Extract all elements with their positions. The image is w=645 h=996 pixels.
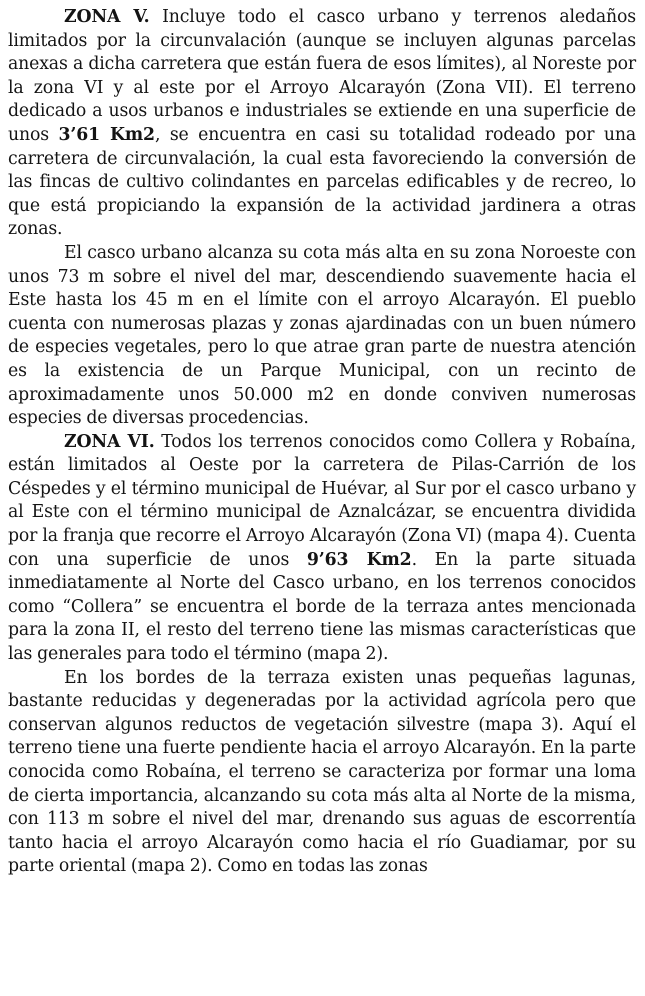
document-page	[8, 6, 636, 879]
paragraph-terraza-lagunas: En los bordes de la terraza existen unas pequeñas lagunas, bastante reducidas y degeneradas por la actividad agrícola pero que conservan algunos reductos de vegetación silvestre (mapa 3). Aquí el terreno tiene una fuerte pendiente hacia el arroyo Alcarayón. En la parte conocida como Robaína, el terreno se caracteriza por formar una loma de cierta importancia, alcanzando su cota más alta al Norte de la misma, con 113 m sobre el nivel del mar, drenando sus aguas de escorrentía tanto hacia el arroyo Alcarayón como hacia el río Guadiamar, por su parte oriental (mapa 2). Como en todas las zonas	[8, 667, 636, 877]
zona-v-area-value: 3’61 Km2	[58, 124, 155, 145]
zona-v-text-part-2: , se encuentra en casi su totalidad rodeado por una carretera de circunvalación, la cual esta favoreciendo la conversión de las fincas de cultivo colindantes en parcelas edificables y de recreo, lo que está propiciando la expansión de la actividad jardinera a otras zonas.	[8, 124, 636, 240]
zona-vi-text-part-2: . En la parte situada inmediatamente al Norte del Casco urbano, en los terrenos conocidos como “Collera” se encuentra el borde de la terraza antes mencionada para la zona II, el resto del terreno tiene las mismas características que las generales para todo el término (mapa 2).	[8, 549, 636, 665]
zona-v-text-part-1: Incluye todo el casco urbano y terrenos aledaños limitados por la circunvalación (aunque se incluyen algunas parcelas anexas a dicha carretera que están fuera de esos límites), al Noreste por la zona VI y al este por el Arroyo Alcarayón (Zona VII). El terreno dedicado a usos urbanos e industriales se extiende en una superficie de unos	[8, 7, 636, 145]
zona-vi-heading: ZONA VI.	[64, 431, 155, 452]
zona-vi-area-value: 9’63 Km2	[306, 549, 412, 570]
paragraph-casco-urbano: El casco urbano alcanza su cota más alta en su zona Noroeste con unos 73 m sobre el nivel del mar, descendiendo suavemente hacia el Este hasta los 45 m en el límite con el arroyo Alcarayón. El pueblo cuenta con numerosas plazas y zonas ajardinadas con un buen número de especies vegetales, pero lo que atrae gran parte de nuestra atención es la existencia de un Parque Municipal, con un recinto de aproximadamente unos 50.000 m2 en donde conviven numerosas especies de diversas procedencias.	[8, 242, 636, 429]
paragraph-zona-v	[8, 6, 636, 242]
zona-vi-text-part-1: Todos los terrenos conocidos como Collera y Robaína, están limitados al Oeste por la carretera de Pilas-Carrión de los Céspedes y el término municipal de Huévar, al Sur por el casco urbano y al Este con el término municipal de Aznalcázar, se encuentra dividida por la franja que recorre el Arroyo Alcarayón (Zona VI) (mapa 4). Cuenta con una superficie de unos	[8, 431, 636, 570]
zona-v-heading: ZONA V.	[64, 7, 150, 27]
paragraph-zona-vi	[8, 431, 636, 667]
